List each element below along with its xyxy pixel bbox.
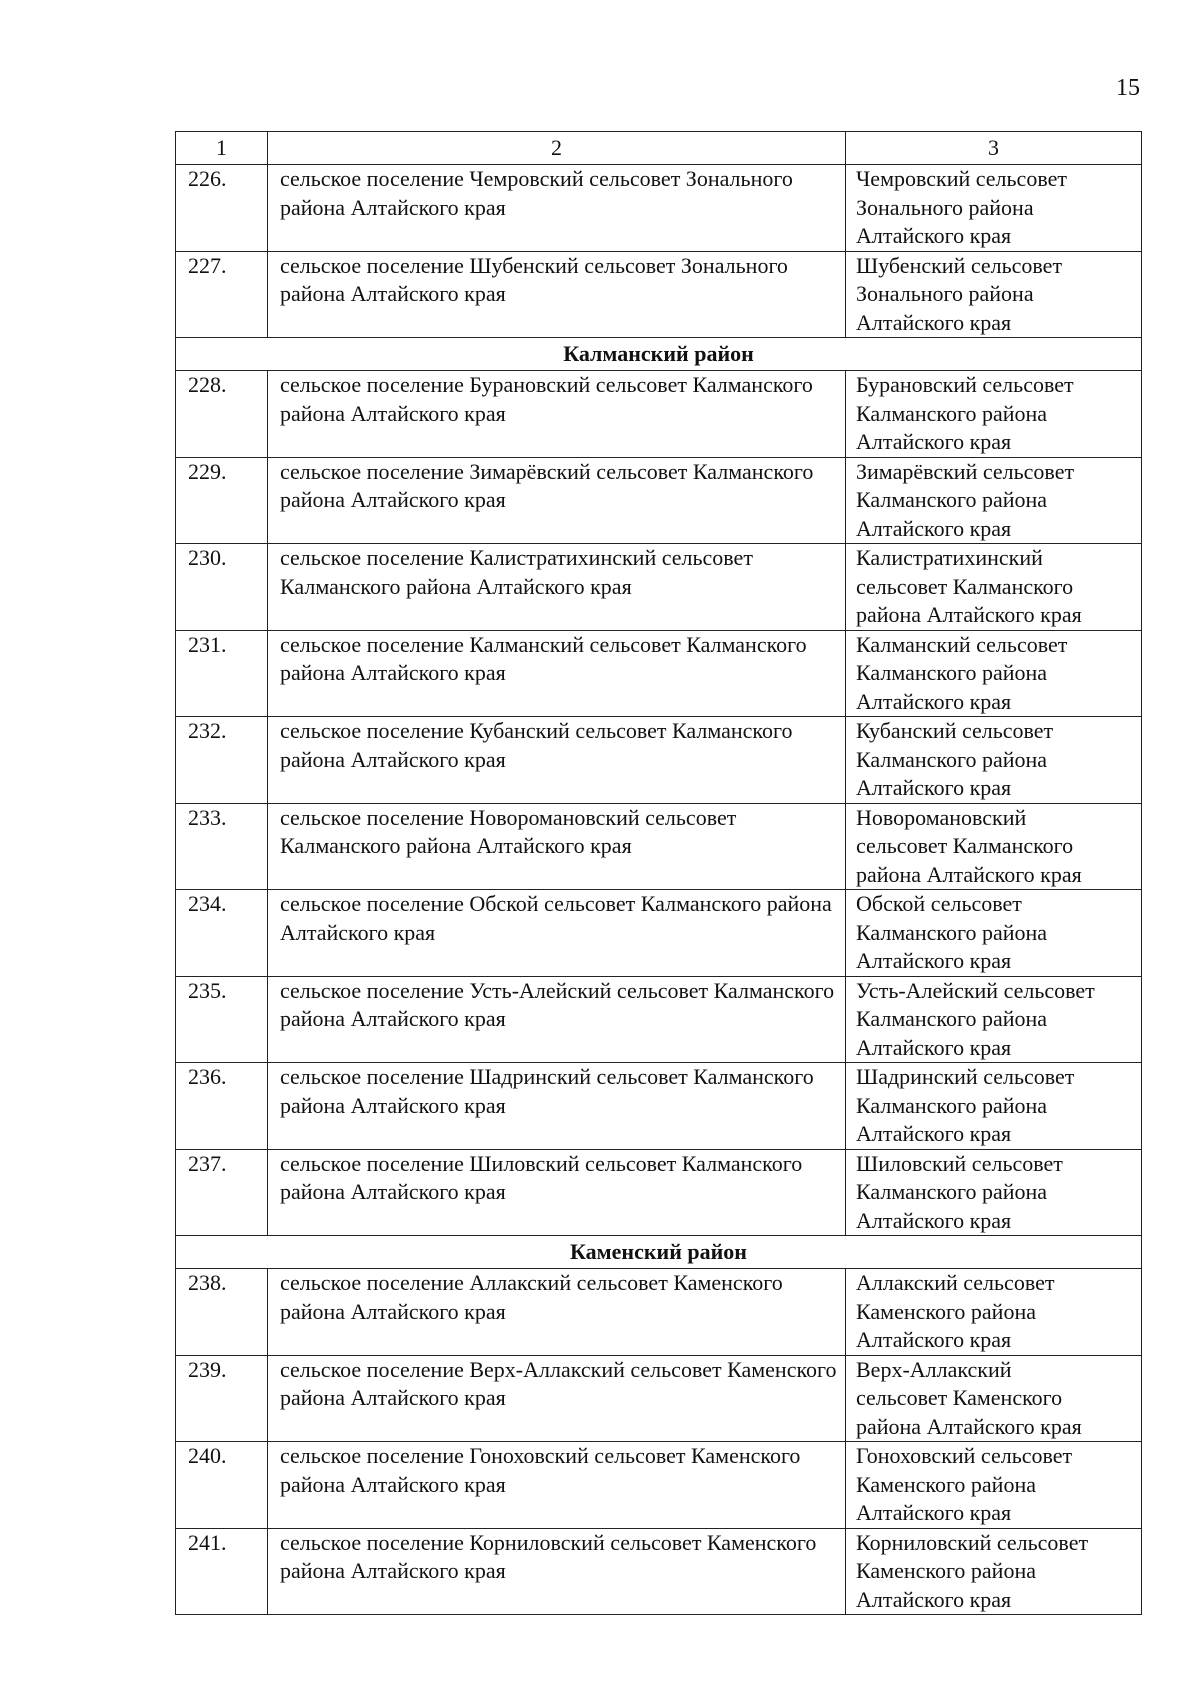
settlement-full-name: сельское поселение Чемровский сельсовет Зонального района Алтайского края [268, 165, 846, 252]
short-name-line: Калманского района [856, 746, 1048, 772]
row-number: 229. [176, 457, 268, 544]
table-row [176, 976, 1142, 1063]
settlement-short-name [846, 976, 1142, 1063]
settlement-full-name: сельское поселение Бурановский сельсовет Калманского района Алтайского края [268, 371, 846, 458]
row-number: 239. [176, 1355, 268, 1442]
settlement-short-name [846, 890, 1142, 977]
short-name-line: Алтайского края [856, 1586, 1012, 1612]
short-name-line: Кубанский сельсовет [856, 718, 1054, 743]
short-name-line: Калистратихинский [856, 545, 1043, 570]
short-name-line: Алтайского края [856, 1121, 1012, 1146]
short-name-line: Усть-Алейский сельсовет [856, 977, 1095, 1003]
settlement-full-name: сельское поселение Шубенский сельсовет Зонального района Алтайского края [268, 251, 846, 338]
short-name-line: Шиловский сельсовет [856, 1150, 1063, 1176]
short-name-line: Алтайского края [856, 1500, 1012, 1525]
settlement-short-name [846, 251, 1142, 338]
short-name-line: района Алтайского края [856, 1413, 1082, 1439]
short-name-line: Каменского района [856, 1298, 1036, 1324]
table-header-row [176, 132, 1142, 165]
short-name-line: Верх-Аллакский [856, 1356, 1012, 1382]
table-row [176, 890, 1142, 977]
short-name-line: Алтайского края [856, 223, 1012, 248]
short-name-line: Чемровский сельсовет [856, 166, 1067, 191]
row-number: 240. [176, 1442, 268, 1529]
settlement-full-name: сельское поселение Усть-Алейский сельсовет Калманского района Алтайского края [268, 976, 846, 1063]
short-name-line: Калманского района [856, 1006, 1048, 1031]
short-name-line: Алтайского края [856, 429, 1012, 454]
row-number: 237. [176, 1149, 268, 1236]
row-number: 228. [176, 371, 268, 458]
column-header-short-name: 3 [846, 132, 1142, 165]
settlement-short-name [846, 1269, 1142, 1356]
table-row [176, 371, 1142, 458]
short-name-line: Алтайского края [856, 948, 1012, 973]
settlement-short-name [846, 371, 1142, 458]
short-name-line: Зонального района [856, 194, 1034, 220]
short-name-line: Калманского района [856, 1092, 1048, 1118]
short-name-line: Алтайского края [856, 775, 1012, 800]
short-name-line: Калманского района [856, 919, 1048, 945]
settlement-full-name: сельское поселение Калманский сельсовет Калманского района Алтайского края [268, 630, 846, 717]
short-name-line: сельсовет Калманского [856, 833, 1074, 858]
short-name-line: Калманского района [856, 487, 1048, 512]
short-name-line: Аллакский сельсовет [856, 1270, 1055, 1295]
section-header-row [176, 1236, 1142, 1269]
section-title: Каменский район [176, 1236, 1142, 1269]
table-row [176, 1149, 1142, 1236]
table-row [176, 803, 1142, 890]
short-name-line: Корниловский сельсовет [856, 1529, 1089, 1555]
short-name-line: Шадринский сельсовет [856, 1064, 1075, 1089]
table-row [176, 165, 1142, 252]
row-number: 236. [176, 1063, 268, 1150]
short-name-line: Зимарёвский сельсовет [856, 458, 1075, 484]
table-row [176, 1528, 1142, 1615]
settlement-short-name [846, 1528, 1142, 1615]
short-name-line: сельсовет Каменского [856, 1385, 1063, 1410]
table-row [176, 1442, 1142, 1529]
table-row [176, 630, 1142, 717]
short-name-line: Алтайского края [856, 1034, 1012, 1060]
row-number: 235. [176, 976, 268, 1063]
table-row [176, 1355, 1142, 1442]
settlement-short-name [846, 457, 1142, 544]
row-number: 232. [176, 717, 268, 804]
settlement-full-name: сельское поселение Кубанский сельсовет Калманского района Алтайского края [268, 717, 846, 804]
page-number: 15 [1116, 75, 1140, 101]
row-number: 241. [176, 1528, 268, 1615]
settlement-full-name: сельское поселение Корниловский сельсовет Каменского района Алтайского края [268, 1528, 846, 1615]
short-name-line: Алтайского края [856, 1327, 1012, 1352]
settlement-full-name: сельское поселение Обской сельсовет Калманского района Алтайского края [268, 890, 846, 977]
short-name-line: Калманского района [856, 660, 1048, 685]
short-name-line: Обской сельсовет [856, 891, 1022, 916]
short-name-line: Алтайского края [856, 515, 1012, 541]
short-name-line: Калманский сельсовет [856, 631, 1068, 657]
settlements-table [175, 131, 1142, 1615]
short-name-line: Зонального района [856, 281, 1034, 306]
short-name-line: Каменского района [856, 1558, 1036, 1583]
short-name-line: Каменского района [856, 1471, 1036, 1497]
row-number: 233. [176, 803, 268, 890]
settlement-short-name [846, 1063, 1142, 1150]
settlement-full-name: сельское поселение Новоромановский сельсовет Калманского района Алтайского края [268, 803, 846, 890]
settlement-short-name [846, 1442, 1142, 1529]
short-name-line: района Алтайского края [856, 602, 1082, 627]
short-name-line: Шубенский сельсовет [856, 252, 1063, 278]
settlement-short-name [846, 1355, 1142, 1442]
section-header-row [176, 338, 1142, 371]
table-row [176, 1063, 1142, 1150]
settlement-full-name: сельское поселение Шиловский сельсовет Калманского района Алтайского края [268, 1149, 846, 1236]
table-row [176, 457, 1142, 544]
row-number: 230. [176, 544, 268, 631]
short-name-line: Гоноховский сельсовет [856, 1443, 1073, 1468]
column-header-full-name: 2 [268, 132, 846, 165]
short-name-line: Калманского района [856, 1179, 1048, 1204]
row-number: 234. [176, 890, 268, 977]
settlement-short-name [846, 803, 1142, 890]
short-name-line: Новоромановский [856, 804, 1027, 830]
settlement-full-name: сельское поселение Зимарёвский сельсовет Калманского района Алтайского края [268, 457, 846, 544]
settlement-full-name: сельское поселение Шадринский сельсовет Калманского района Алтайского края [268, 1063, 846, 1150]
short-name-line: Калманского района [856, 400, 1048, 426]
settlement-full-name: сельское поселение Гоноховский сельсовет Каменского района Алтайского края [268, 1442, 846, 1529]
settlement-short-name [846, 630, 1142, 717]
table-row [176, 251, 1142, 338]
settlement-short-name [846, 1149, 1142, 1236]
row-number: 231. [176, 630, 268, 717]
row-number: 238. [176, 1269, 268, 1356]
short-name-line: Бурановский сельсовет [856, 372, 1074, 397]
settlement-short-name [846, 544, 1142, 631]
short-name-line: Алтайского края [856, 688, 1012, 714]
short-name-line: Алтайского края [856, 1207, 1012, 1233]
section-title: Калманский район [176, 338, 1142, 371]
settlement-full-name: сельское поселение Верх-Аллакский сельсовет Каменского района Алтайского края [268, 1355, 846, 1442]
row-number: 226. [176, 165, 268, 252]
column-header-number: 1 [176, 132, 268, 165]
short-name-line: района Алтайского края [856, 861, 1082, 887]
short-name-line: сельсовет Калманского [856, 573, 1074, 599]
table-row [176, 544, 1142, 631]
short-name-line: Алтайского края [856, 309, 1012, 335]
settlement-full-name: сельское поселение Аллакский сельсовет Каменского района Алтайского края [268, 1269, 846, 1356]
table-row [176, 1269, 1142, 1356]
settlement-full-name: сельское поселение Калистратихинский сельсовет Калманского района Алтайского края [268, 544, 846, 631]
row-number: 227. [176, 251, 268, 338]
table-row [176, 717, 1142, 804]
settlement-short-name [846, 165, 1142, 252]
settlement-short-name [846, 717, 1142, 804]
